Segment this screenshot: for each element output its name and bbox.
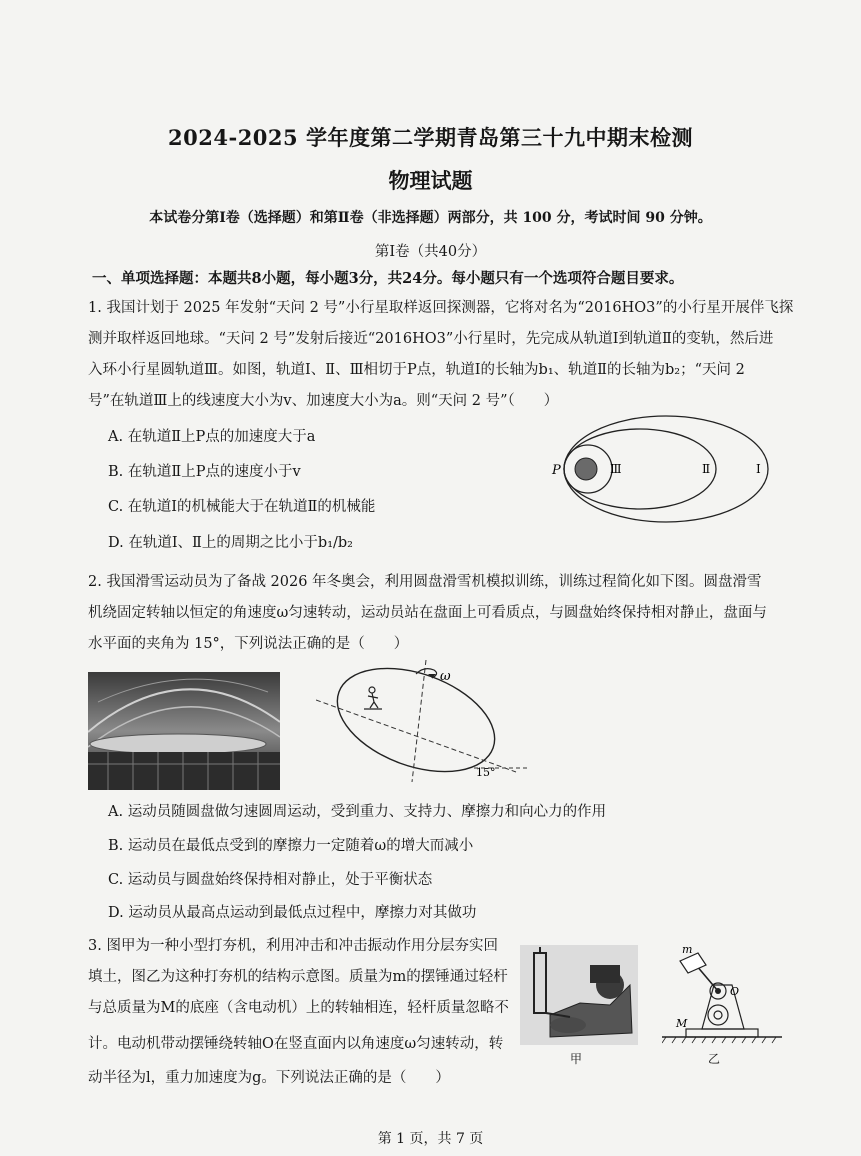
q2-option-a: A. 运动员随圆盘做匀速圆周运动，受到重力、支持力、摩擦力和向心力的作用	[108, 804, 607, 820]
q1-line: 测并取样返回地球。“天问 2 号”发射后接近“2016HO3”小行星时，先完成从轨道Ⅰ到轨道Ⅱ的变轨，然后进	[88, 331, 774, 347]
orbit-3-label: Ⅲ	[610, 462, 622, 476]
rotating-disc-diagram	[316, 660, 532, 785]
q2-option-c: C. 运动员与圆盘始终保持相对静止，处于平衡状态	[108, 872, 433, 888]
omega-label: ω	[440, 669, 451, 684]
q2-option-d: D. 运动员从最高点运动到最低点过程中，摩擦力对其做功	[108, 905, 477, 921]
exam-title: 2024-2025 学年度第二学期青岛第三十九中期末检测	[168, 125, 693, 150]
axis-o-label: O	[730, 985, 740, 998]
tamper-structure-diagram	[662, 945, 782, 1045]
q3-line: 填土，图乙为这种打夯机的结构示意图。质量为m的摆锤通过轻杆	[88, 969, 508, 985]
q1-line: 号”在轨道Ⅲ上的线速度大小为v、加速度大小为a。则“天问 2 号”（ ）	[88, 393, 559, 409]
tamper-photo	[520, 945, 638, 1045]
q2-option-b: B. 运动员在最低点受到的摩擦力一定随着ω的增大而减小	[108, 838, 474, 854]
tilt-axis	[316, 700, 516, 772]
q1-option-a: A. 在轨道Ⅱ上P点的加速度大于a	[108, 429, 316, 445]
q1-line: 1. 我国计划于 2025 年发射“天问 2 号”小行星取样返回探测器，它将对名为“2016HO3”的小行星开展伴飞探	[88, 300, 794, 316]
asteroid	[575, 458, 597, 480]
q3-line: 3. 图甲为一种小型打夯机，利用冲击和冲击振动作用分层夯实回	[88, 938, 498, 954]
caption-b: 乙	[708, 1052, 721, 1066]
volume-heading: 第Ⅰ卷（共40分）	[374, 244, 487, 260]
caption-a: 甲	[570, 1052, 583, 1066]
section-heading: 一、单项选择题：本题共8小题，每小题3分，共24分。每小题只有一个选项符合题目要求。	[92, 270, 684, 287]
question-2-stem	[88, 567, 778, 660]
question-1-stem	[88, 293, 794, 417]
orbit-2-label: Ⅱ	[702, 462, 711, 476]
angle-label: 15°	[476, 766, 496, 779]
orbit-1-label: Ⅰ	[756, 462, 761, 476]
q2-line: 机绕固定转轴以恒定的角速度ω匀速转动，运动员站在盘面上可看质点，与圆盘始终保持相对静止，盘面与	[88, 605, 767, 621]
exam-subtitle: 物理试题	[388, 168, 473, 193]
skier-icon	[364, 687, 382, 709]
page-footer: 第 1 页，共 7 页	[377, 1131, 484, 1147]
q2-line: 2. 我国滑雪运动员为了备战 2026 年冬奥会，利用圆盘滑雪机模拟训练，训练过程简化如下图。圆盘滑雪	[88, 574, 762, 590]
q1-option-d: D. 在轨道Ⅰ、Ⅱ上的周期之比小于b₁/b₂	[108, 535, 353, 551]
ski-machine-photo	[88, 672, 280, 790]
rotation-axis	[412, 660, 426, 782]
q1-option-b: B. 在轨道Ⅱ上P点的速度小于v	[108, 464, 301, 480]
exam-intro: 本试卷分第Ⅰ卷（选择题）和第Ⅱ卷（非选择题）两部分，共 100 分，考试时间 90 分钟。	[149, 210, 712, 226]
q3-line: 动半径为l，重力加速度为g。下列说法正确的是（ ）	[88, 1070, 450, 1086]
q1-line: 入环小行星圆轨道Ⅲ。如图，轨道Ⅰ、Ⅱ、Ⅲ相切于P点，轨道Ⅰ的长轴为b₁、轨道Ⅱ的长轴为b₂；“天问 2	[88, 362, 745, 378]
q2-line: 水平面的夹角为 15°，下列说法正确的是（ ）	[88, 636, 409, 652]
q3-line: 计。电动机带动摆锤绕转轴O在竖直面内以角速度ω匀速转动，转	[88, 1036, 504, 1052]
q1-option-c: C. 在轨道Ⅰ的机械能大于在轨道Ⅱ的机械能	[108, 499, 376, 515]
mass-m-label: m	[682, 945, 693, 956]
orbit-diagram	[548, 410, 778, 528]
q3-line: 与总质量为M的底座（含电动机）上的转轴相连，轻杆质量忽略不	[88, 1000, 509, 1016]
mass-big-m-label: M	[676, 1017, 688, 1030]
point-p-label: P	[552, 463, 561, 478]
